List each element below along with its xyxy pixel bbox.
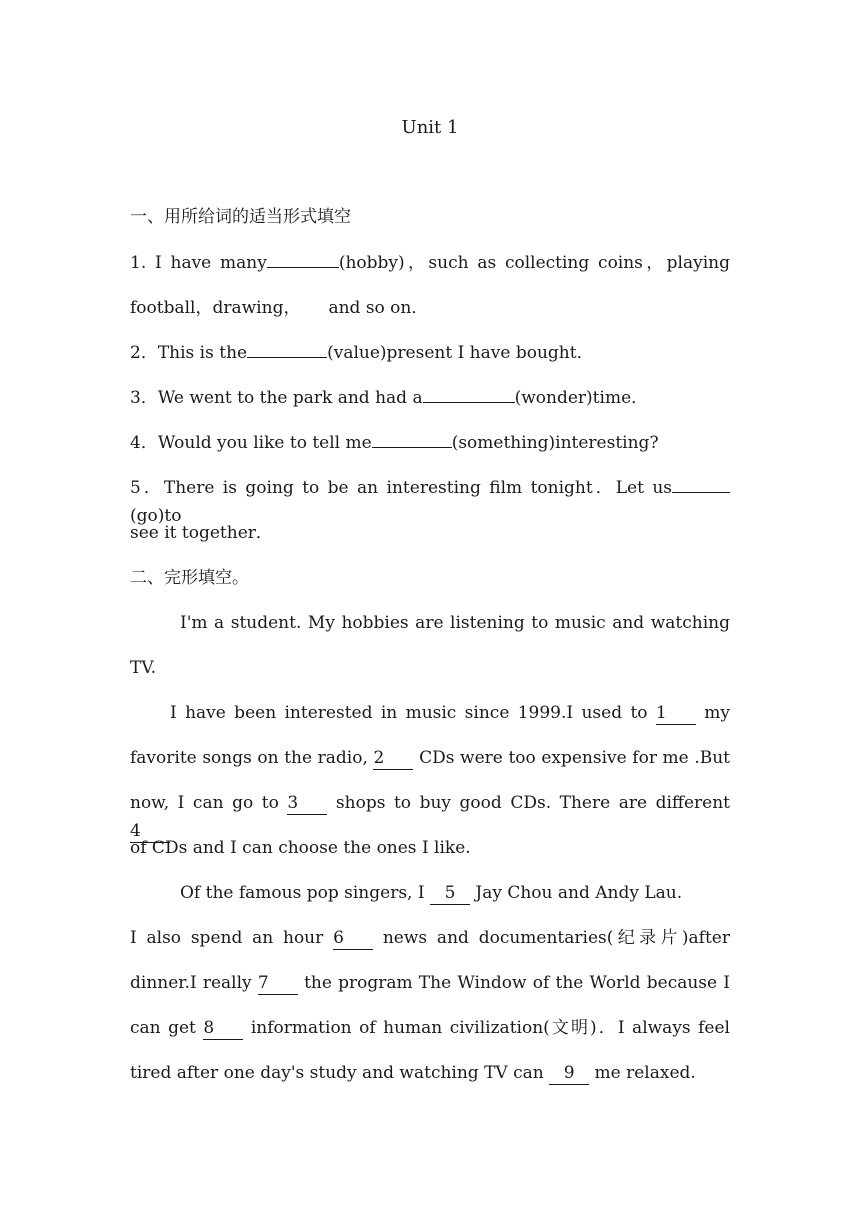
q4-blank[interactable] xyxy=(372,429,452,448)
p4-text-c2: information of human civilization(文明)．I always feel xyxy=(250,1018,730,1038)
passage-p1-line1: I'm a student. My hobbies are listening to music and watching xyxy=(180,613,730,633)
passage-p4-line3 xyxy=(130,1014,730,1042)
passage-p3-line1 xyxy=(180,879,730,907)
q1-blank[interactable] xyxy=(267,249,339,268)
p4-text-c: can get xyxy=(130,1018,196,1038)
q5-blank[interactable] xyxy=(672,474,730,493)
cloze-blank-8[interactable]: 8 xyxy=(203,1017,243,1040)
passage-p4-line2 xyxy=(130,969,730,997)
question-5-line2: see it together． xyxy=(130,523,273,543)
page-title: Unit 1 xyxy=(401,117,459,138)
p4-text-a2: news and documentaries(纪录片)after xyxy=(382,928,730,948)
question-4 xyxy=(130,429,730,457)
q4-text-a: 4．Would you like to tell me xyxy=(130,433,372,453)
p4-text-d2: me relaxed. xyxy=(594,1063,696,1083)
p4-text-a: I also spend an hour xyxy=(130,928,324,948)
passage-p4-line1 xyxy=(130,924,730,952)
passage-p1-line2: TV. xyxy=(130,658,157,678)
cloze-blank-5[interactable]: 5 xyxy=(430,882,470,905)
p2-text-b2: CDs were too expensive for me .But xyxy=(419,748,731,768)
cloze-blank-4[interactable]: 4 xyxy=(130,820,170,843)
passage-p2-line4: of CDs and I can choose the ones I like. xyxy=(130,838,471,858)
cloze-blank-6[interactable]: 6 xyxy=(333,927,373,950)
cloze-blank-7[interactable]: 7 xyxy=(258,972,298,995)
passage-p2-line1 xyxy=(170,699,730,727)
question-1-line2 xyxy=(130,294,730,322)
q4-text-b: (something)interesting? xyxy=(451,433,659,453)
p2-text-a2: my xyxy=(704,703,731,723)
section2-heading: 二、完形填空。 xyxy=(130,568,249,588)
p4-text-b: dinner.I really xyxy=(130,973,252,993)
q5-text-a: 5．There is going to be an interesting film tonight．Let us xyxy=(130,478,672,498)
q1-text-a: 1. I have many xyxy=(130,253,267,273)
p3-text-a2: Jay Chou and Andy Lau. xyxy=(475,883,683,903)
passage-p2-line2 xyxy=(130,744,730,772)
p2-text-a: I have been interested in music since 1999.I used to xyxy=(170,703,648,723)
p2-text-c2: shops to buy good CDs. There are different xyxy=(335,793,731,813)
p4-text-d: tired after one day's study and watching TV can xyxy=(130,1063,544,1083)
cloze-blank-1[interactable]: 1 xyxy=(656,702,696,725)
cloze-blank-9[interactable]: 9 xyxy=(549,1062,589,1085)
q5-text-b: (go)to xyxy=(130,506,182,526)
question-1-line1 xyxy=(130,249,730,277)
p4-text-b2: the program The Window of the World because I xyxy=(304,973,730,993)
cloze-blank-2[interactable]: 2 xyxy=(373,747,413,770)
cloze-blank-3[interactable]: 3 xyxy=(287,792,327,815)
section1-heading: 一、用所给词的适当形式填空 xyxy=(130,207,351,227)
q2-text-b: (value)present I have bought． xyxy=(327,343,594,363)
q3-blank[interactable] xyxy=(423,384,515,403)
q3-text-b: (wonder)time． xyxy=(514,388,649,408)
q2-blank[interactable] xyxy=(247,339,327,358)
question-2 xyxy=(130,339,730,367)
q2-text-a: 2．This is the xyxy=(130,343,248,363)
p3-text-a: Of the famous pop singers, I xyxy=(180,883,425,903)
p2-text-c: now, I can go to xyxy=(130,793,279,813)
question-3 xyxy=(130,384,730,412)
passage-p4-line4 xyxy=(130,1059,730,1087)
q3-text-a: 3．We went to the park and had a xyxy=(130,388,423,408)
p2-text-b: favorite songs on the radio, xyxy=(130,748,368,768)
q1-text-d: and so on． xyxy=(328,298,429,318)
q1-text-b: (hobby)，such as collecting coins，playing xyxy=(338,253,730,273)
q1-text-c: football，drawing， xyxy=(130,298,301,318)
